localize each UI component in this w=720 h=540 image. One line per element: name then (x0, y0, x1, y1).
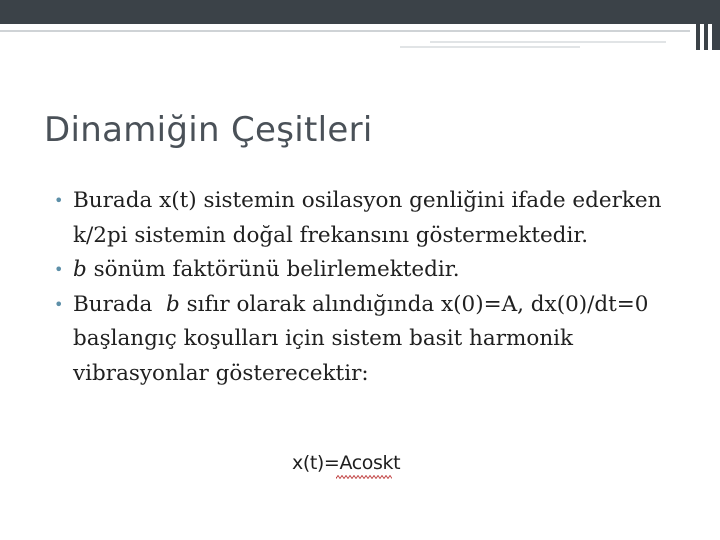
header-stripes (696, 0, 720, 50)
slide-title: Dinamiğin Çeşitleri (44, 110, 373, 150)
header-divider-line-accent (400, 46, 580, 48)
formula (292, 452, 400, 474)
bullet-text: sıfır olarak alındığında x(0)=A, dx(0)/dt=0 başlangıç koşulları için sistem basit harmonik vibrasyonlar gösterecektir: (73, 291, 656, 386)
bullet-text: sönüm faktörünü belirlemektedir. (86, 257, 460, 282)
bullet-marker: • (54, 294, 64, 314)
formula-text: x(t)=Acoskt (292, 452, 401, 474)
bullet-italic-text: b (166, 291, 180, 317)
bullet-marker: • (54, 191, 64, 210)
bullet-item (52, 253, 692, 288)
bullet-item (52, 288, 692, 392)
bullet-item (52, 184, 692, 253)
header-divider-line (0, 30, 690, 32)
header-divider-line-short (430, 41, 666, 43)
bullet-text: Burada x(t) sistemin osilasyon genliğini ifade ederken k/2pi sistemin doğal frekansını göstermektedir. (73, 188, 669, 248)
bullet-list (52, 184, 692, 391)
header-bar (0, 0, 720, 24)
bullet-marker: • (54, 260, 64, 279)
bullet-text: Burada (73, 291, 166, 317)
bullet-italic-text: b (73, 257, 87, 282)
spellcheck-underline (336, 475, 392, 479)
